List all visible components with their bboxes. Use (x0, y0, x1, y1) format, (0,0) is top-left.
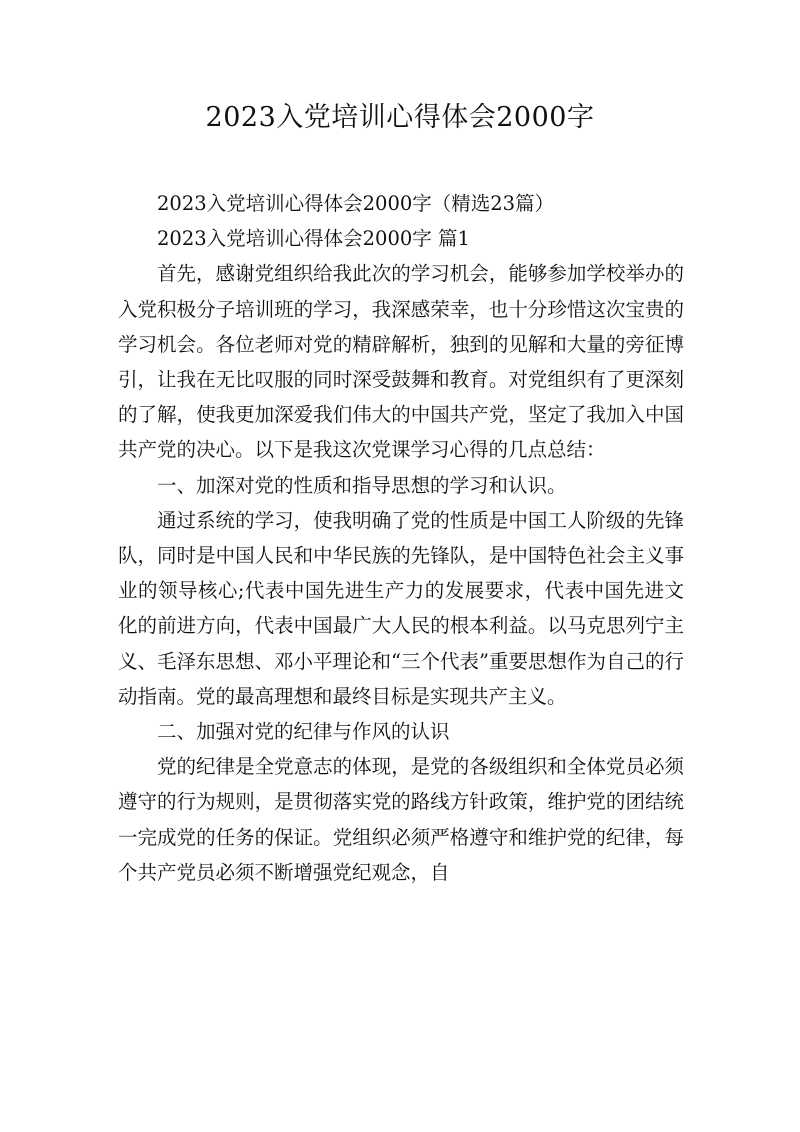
point-heading: 二、加强对党的纪律与作风的认识 (157, 720, 450, 744)
point-heading: 一、加深对党的性质和指导思想的学习和认识。 (157, 473, 567, 497)
body-paragraph: 党的纪律是全党意志的体现，是党的各级组织和全体党员必须遵守的行为规则，是贯彻落实党的路线方针政策，维护党的团结统一完成党的任务的保证。党组织必须严格遵守和维护党的纪律，每个共产党员必须不断增强党纪观念，自 (118, 755, 684, 884)
subtitle-paragraph: 2023入党培训心得体会2000字（精选23篇） (157, 192, 555, 215)
body-paragraph: 通过系统的学习，使我明确了党的性质是中国工人阶级的先锋队，同时是中国人民和中华民族的先锋队，是中国特色社会主义事业的领导核心;代表中国先进生产力的发展要求，代表中国先进文化的前进方向，代表中国最广大人民的根本利益。以马克思列宁主义、毛泽东思想、邓小平理论和“三个代表”重要思想作为自己的行动指南。党的最高理想和最终目标是实现共产主义。 (118, 508, 684, 708)
document-body (118, 186, 684, 890)
body-paragraph: 首先，感谢党组织给我此次的学习机会，能够参加学校举办的入党积极分子培训班的学习，我深感荣幸，也十分珍惜这次宝贵的学习机会。各位老师对党的精辟解析，独到的见解和大量的旁征博引，让我在无比叹服的同时深受鼓舞和教育。对党组织有了更深刻的了解，使我更加深爱我们伟大的中国共产党，坚定了我加入中国共产党的决心。以下是我这次党课学习心得的几点总结： (118, 262, 684, 462)
document-title: 2023入党培训心得体会2000字 (205, 102, 595, 133)
section-heading: 2023入党培训心得体会2000字 篇1 (157, 227, 470, 251)
